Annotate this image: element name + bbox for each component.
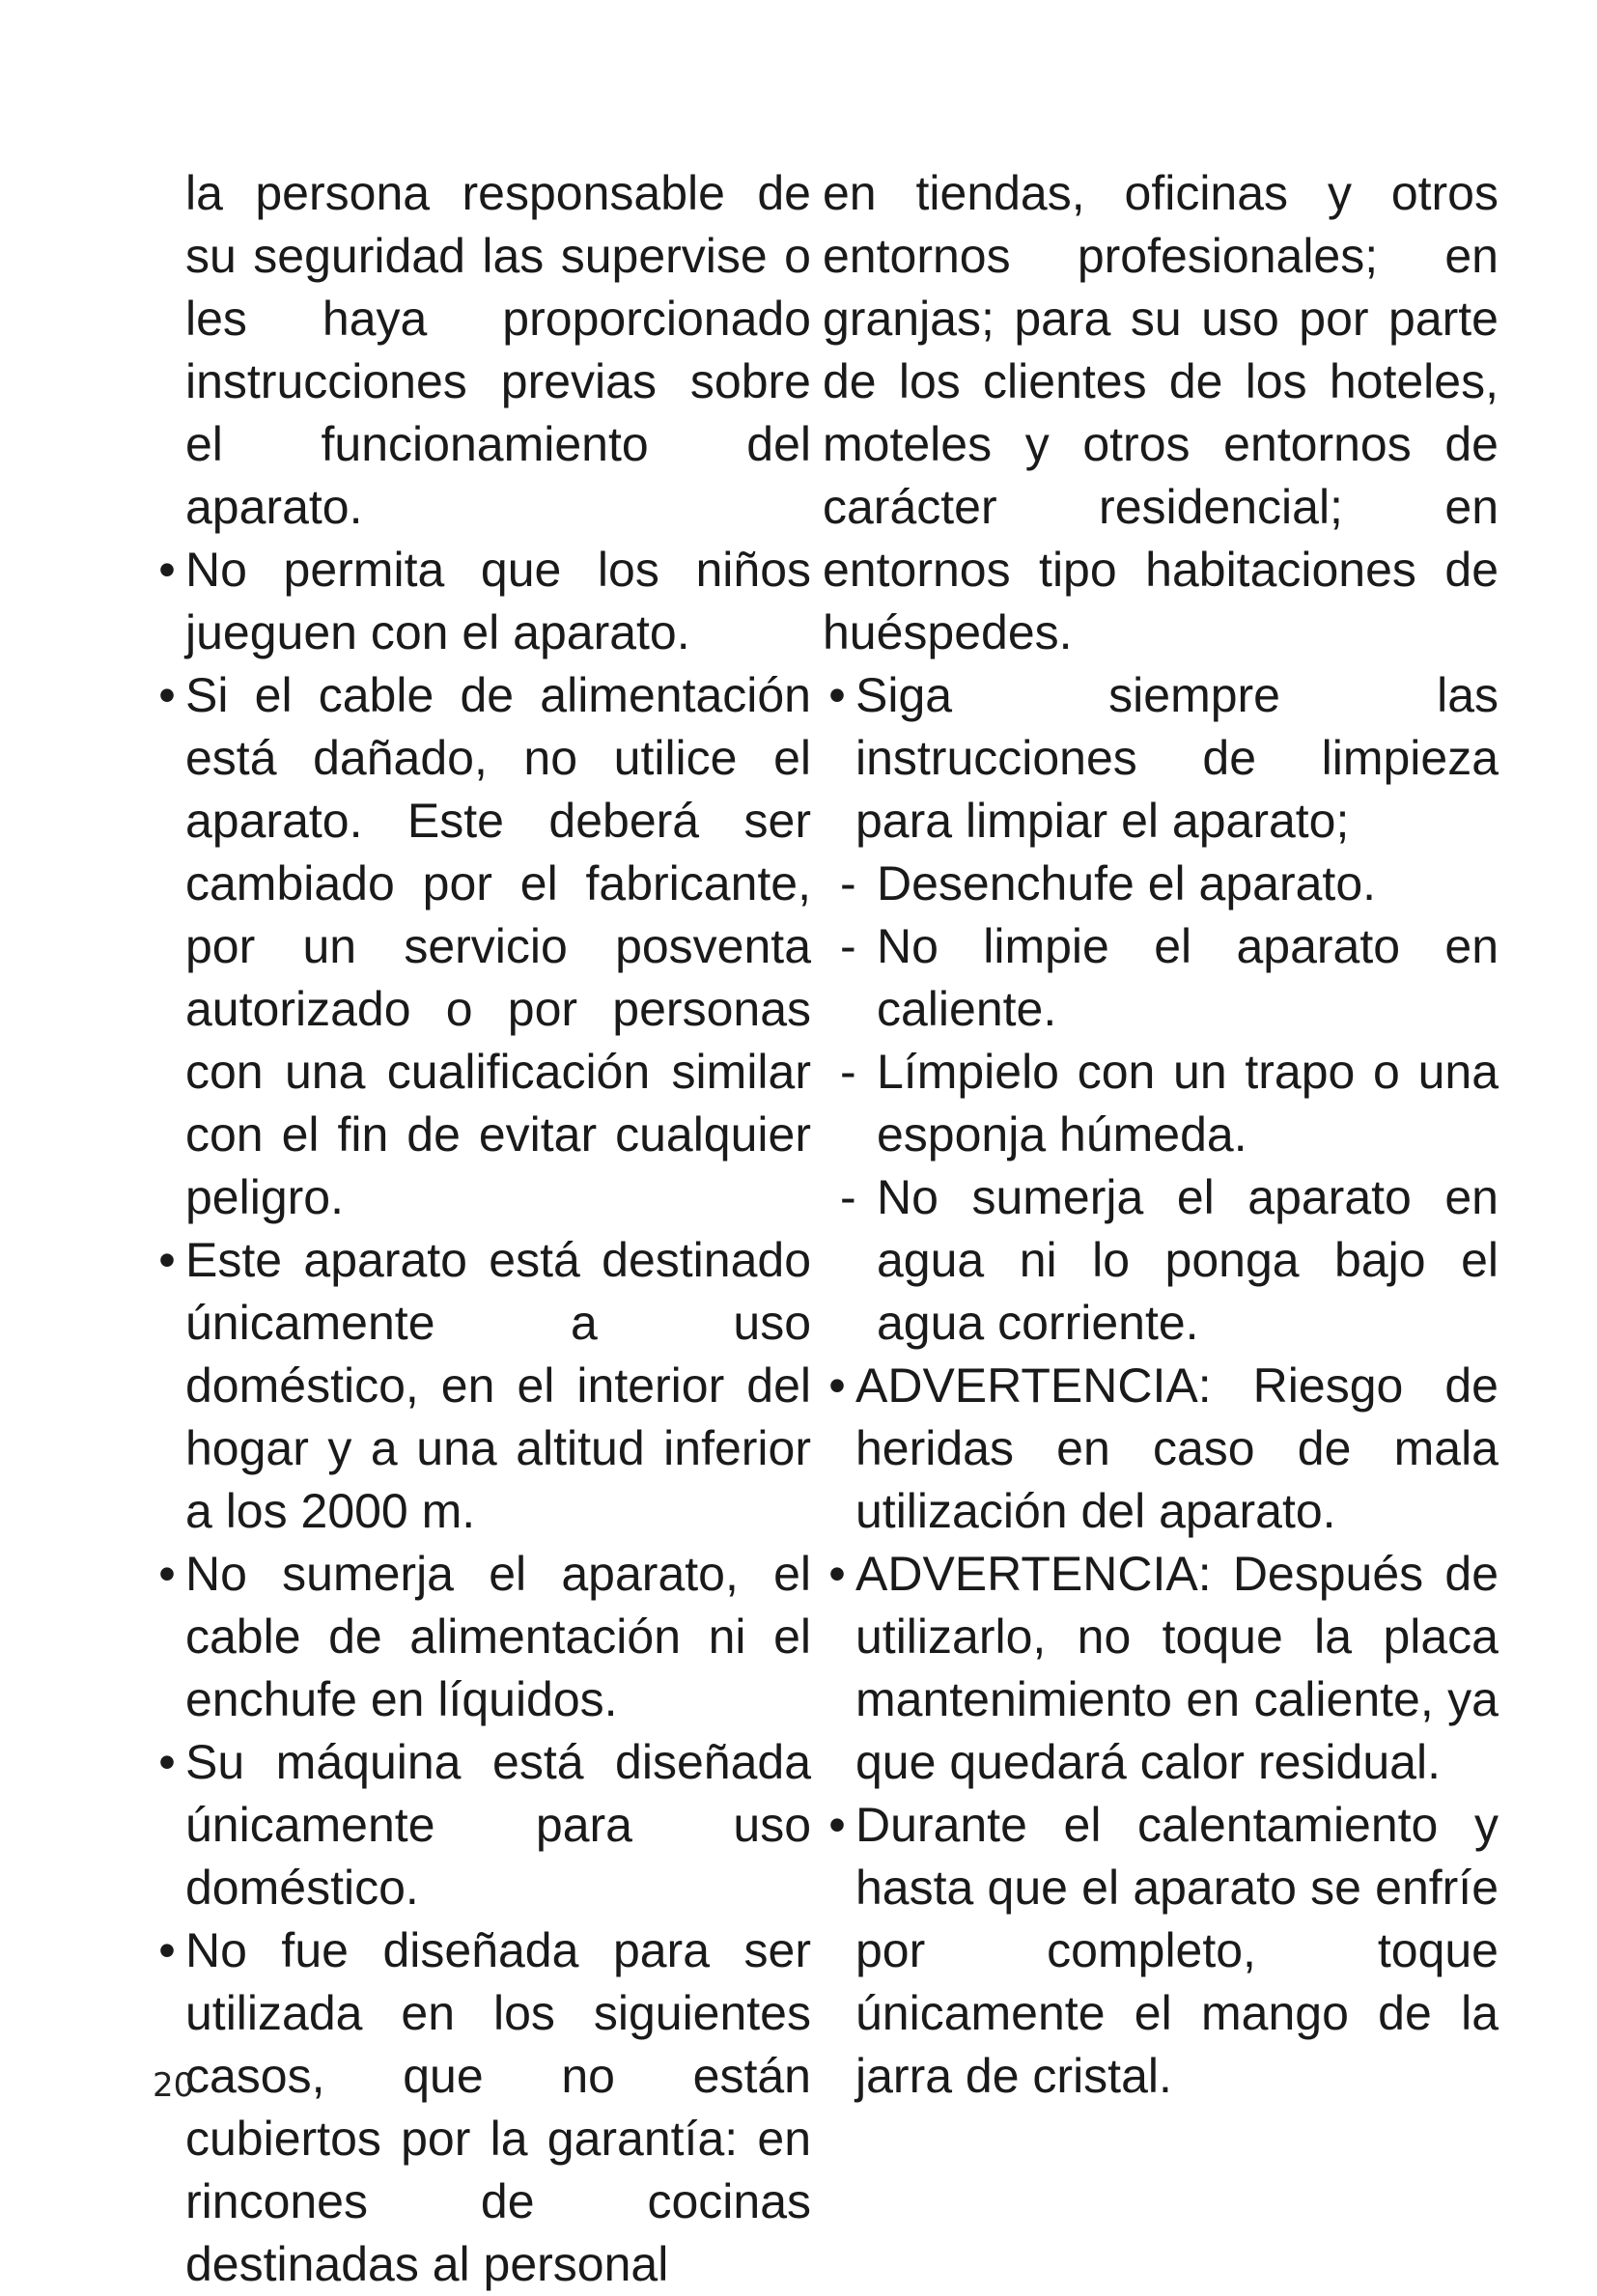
list-item (823, 1543, 1499, 1794)
left-column (153, 162, 811, 2296)
list-item-text: No permita que los niños jueguen con el aparato. (185, 543, 811, 659)
list-item-text: Si el cable de alimentación está dañado, no utilice el aparato. Este deberá ser cambiado por el fabricante, por un servicio posventa autorizado o por personas con una cualificación similar con el fin de evitar cualquier peligro. (185, 668, 811, 1224)
dash-icon: - (840, 919, 856, 973)
sub-list-item (823, 915, 1499, 1041)
bullet-icon: • (158, 1233, 176, 1287)
list-item (153, 664, 811, 1229)
list-item-text: Su máquina está diseñada únicamente para uso doméstico. (185, 1735, 811, 1915)
bullet-icon: • (158, 543, 176, 597)
list-item-text: ADVERTENCIA: Riesgo de heridas en caso de mala utilización del aparato. (855, 1358, 1499, 1538)
right-continuation-text: en tiendas, oficinas y otros entornos profesionales; en granjas; para su uso por parte de los clientes de los hoteles, moteles y otros entornos de carácter residencial; en entornos tipo habitaciones de huéspedes. (823, 166, 1499, 659)
list-item (823, 1355, 1499, 1543)
sub-list-item-text: No limpie el aparato en caliente. (877, 919, 1499, 1036)
list-item-text: Este aparato está destinado únicamente a uso doméstico, en el interior del hogar y a una altitud inferior a los 2000 m. (185, 1233, 811, 1538)
list-item-text: No sumerja el aparato, el cable de alimentación ni el enchufe en líquidos. (185, 1547, 811, 1726)
list-item (823, 664, 1499, 853)
list-item (153, 1543, 811, 1731)
list-item (153, 1919, 811, 2296)
dash-icon: - (840, 1045, 856, 1099)
sub-list-item-text: Desenchufe el aparato. (877, 856, 1377, 910)
bullet-icon: • (158, 1735, 176, 1789)
sub-list-item (823, 853, 1499, 915)
bullet-icon: • (828, 1358, 846, 1413)
sub-list-item (823, 1166, 1499, 1355)
bullet-icon: • (158, 1923, 176, 1977)
list-item-text: Siga siempre las instrucciones de limpieza para limpiar el aparato; (855, 668, 1499, 848)
list-item (153, 539, 811, 664)
bullet-icon: • (828, 1798, 846, 1852)
bullet-icon: • (828, 668, 846, 722)
bullet-icon: • (828, 1547, 846, 1601)
dash-icon: - (840, 1170, 856, 1224)
page-number: 20 (153, 2066, 195, 2105)
right-column (823, 162, 1499, 2108)
list-item (823, 1794, 1499, 2108)
bullet-icon: • (158, 668, 176, 722)
sub-list-item-text: No sumerja el aparato en agua ni lo ponga bajo el agua corriente. (877, 1170, 1499, 1350)
sub-list-item-text: Límpielo con un trapo o una esponja húmeda. (877, 1045, 1499, 1162)
list-item-text: ADVERTENCIA: Después de utilizarlo, no toque la placa mantenimiento en caliente, ya que quedará calor residual. (855, 1547, 1499, 1789)
bullet-icon: • (158, 1547, 176, 1601)
dash-icon: - (840, 856, 856, 910)
list-item (153, 1229, 811, 1543)
left-continuation-text: la persona responsable de su seguridad las supervise o les haya proporcionado instrucciones previas sobre el funcionamiento del aparato. (185, 166, 811, 534)
list-item-text: Durante el calentamiento y hasta que el aparato se enfríe por completo, toque únicamente el mango de la jarra de cristal. (855, 1798, 1499, 2103)
list-item (153, 1731, 811, 1919)
sub-list-item (823, 1041, 1499, 1166)
list-item-text: No fue diseñada para ser utilizada en los siguientes casos, que no están cubiertos por la garantía: en rincones de cocinas destinadas al personal (185, 1923, 811, 2291)
